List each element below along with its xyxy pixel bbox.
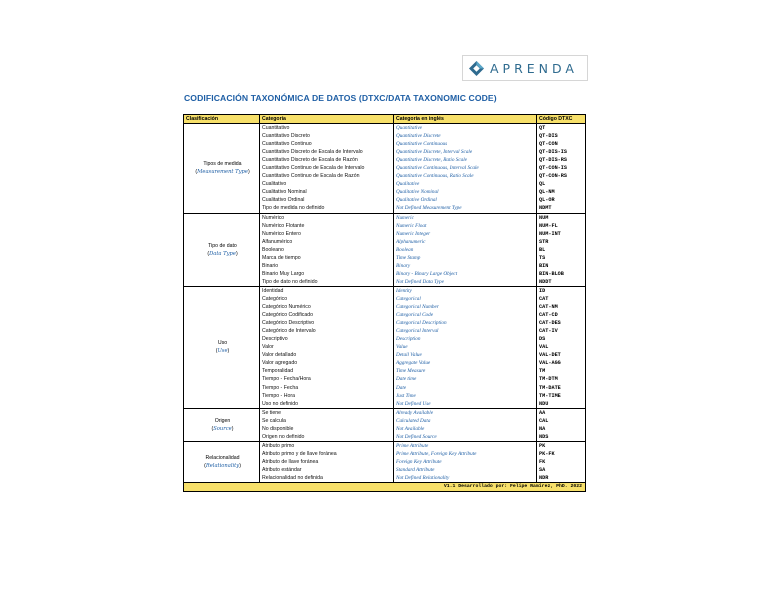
table-row: [184, 286, 586, 295]
header-categoria-ingles: Categoría en inglés: [394, 115, 537, 124]
code-cell: TM-TIME: [537, 392, 586, 400]
category-cell: Valor agregado: [260, 359, 394, 367]
category-cell: Se calcula: [260, 417, 394, 425]
category-cell: Categórico Numérico: [260, 303, 394, 311]
category-en-cell: Qualitative Ordinal: [394, 196, 537, 204]
category-cell: Cuantitativo: [260, 124, 394, 133]
category-en-cell: Quantitative Continuous, Ratio Scale: [394, 172, 537, 180]
table-row: [184, 441, 586, 450]
category-en-cell: Already Available: [394, 408, 537, 417]
category-en-cell: Quantitative Discrete, Interval Scale: [394, 148, 537, 156]
category-en-cell: Quantitative Continuous: [394, 140, 537, 148]
code-cell: QT-CON-RS: [537, 172, 586, 180]
code-cell: PK: [537, 441, 586, 450]
category-cell: Categórico Descriptivo: [260, 319, 394, 327]
code-cell: QT-CON-IS: [537, 164, 586, 172]
code-cell: ID: [537, 286, 586, 295]
group-name: Tipo de dato: [208, 242, 237, 249]
category-en-cell: Time Measure: [394, 367, 537, 375]
category-en-cell: Aggregate Value: [394, 359, 537, 367]
category-en-cell: Prime Attribute: [394, 441, 537, 450]
category-cell: Cualitativo Nominal: [260, 188, 394, 196]
code-cell: NA: [537, 425, 586, 433]
category-en-cell: Standard Attribute: [394, 466, 537, 474]
category-en-cell: Date time: [394, 375, 537, 383]
category-cell: No disponible: [260, 425, 394, 433]
code-cell: NUM-FL: [537, 222, 586, 230]
group-name-en: Use: [217, 348, 228, 355]
code-cell: CAL: [537, 417, 586, 425]
group-label: Relacionalidad (Relationality): [184, 441, 260, 482]
category-cell: Origen no definido: [260, 433, 394, 442]
category-en-cell: Not Defined Data Type: [394, 278, 537, 287]
header-categoria: Categoría: [260, 115, 394, 124]
category-cell: Cuantitativo Continuo: [260, 140, 394, 148]
code-cell: DS: [537, 335, 586, 343]
code-cell: BIN: [537, 262, 586, 270]
category-cell: Temporalidad: [260, 367, 394, 375]
category-cell: Alfanumérico: [260, 238, 394, 246]
category-cell: Atributo primo y de llave foránea: [260, 450, 394, 458]
code-cell: VAL-AGG: [537, 359, 586, 367]
header-codigo: Código DTXC: [537, 115, 586, 124]
category-cell: Se tiene: [260, 408, 394, 417]
code-cell: NDU: [537, 400, 586, 409]
dtxc-table: [183, 114, 586, 492]
category-en-cell: Qualitative: [394, 180, 537, 188]
code-cell: CAT-CD: [537, 311, 586, 319]
table-row: [184, 124, 586, 133]
code-cell: QL: [537, 180, 586, 188]
category-en-cell: Calculated Data: [394, 417, 537, 425]
category-en-cell: Not Defined Measurement Type: [394, 204, 537, 213]
category-en-cell: Boolean: [394, 246, 537, 254]
code-cell: QT-DIS: [537, 132, 586, 140]
category-en-cell: Identity: [394, 286, 537, 295]
code-cell: QT-DIS-RS: [537, 156, 586, 164]
group-label: Tipos de medida (Measurement Type): [184, 124, 260, 214]
group-name-en: Data Type: [209, 250, 236, 257]
category-en-cell: Binary - Binary Large Object: [394, 270, 537, 278]
category-cell: Binario Muy Largo: [260, 270, 394, 278]
category-cell: Tipo de medida no definido: [260, 204, 394, 213]
category-cell: Categórico de Intervalo: [260, 327, 394, 335]
code-cell: AA: [537, 408, 586, 417]
category-cell: Tiempo - Fecha: [260, 384, 394, 392]
code-cell: SA: [537, 466, 586, 474]
category-cell: Atributo primo: [260, 441, 394, 450]
code-cell: CAT-DES: [537, 319, 586, 327]
category-cell: Numérico: [260, 213, 394, 222]
code-cell: QL-OR: [537, 196, 586, 204]
code-cell: QT: [537, 124, 586, 133]
category-en-cell: Categorical Code: [394, 311, 537, 319]
category-cell: Numérico Flotante: [260, 222, 394, 230]
category-en-cell: Date: [394, 384, 537, 392]
category-cell: Atributo estándar: [260, 466, 394, 474]
category-cell: Tiempo - Hora: [260, 392, 394, 400]
code-cell: TM: [537, 367, 586, 375]
group-label: Tipo de dato (Data Type): [184, 213, 260, 286]
group-name: Relacionalidad: [205, 454, 240, 461]
code-cell: NDS: [537, 433, 586, 442]
code-cell: CAT: [537, 295, 586, 303]
category-cell: Cuantitativo Discreto: [260, 132, 394, 140]
category-en-cell: Just Time: [394, 392, 537, 400]
category-cell: Atributo de llave foránea: [260, 458, 394, 466]
code-cell: PK-FK: [537, 450, 586, 458]
category-en-cell: Quantitative: [394, 124, 537, 133]
category-en-cell: Not Defined Source: [394, 433, 537, 442]
category-cell: Cuantitativo Continuo de Escala de Intervalo: [260, 164, 394, 172]
category-cell: Cuantitativo Continuo de Escala de Razón: [260, 172, 394, 180]
category-en-cell: Quantitative Continuous, Interval Scale: [394, 164, 537, 172]
group-label: Uso (Use): [184, 286, 260, 408]
table-row: [184, 213, 586, 222]
aprenda-logo: [462, 55, 588, 81]
category-en-cell: Quantitative Discrete, Ratio Scale: [394, 156, 537, 164]
code-cell: BL: [537, 246, 586, 254]
category-en-cell: Quantitative Discrete: [394, 132, 537, 140]
category-cell: Binario: [260, 262, 394, 270]
category-cell: Booleano: [260, 246, 394, 254]
code-cell: NDDT: [537, 278, 586, 287]
category-en-cell: Not Available: [394, 425, 537, 433]
category-cell: Tiempo - Fecha/Hora: [260, 375, 394, 383]
table-header-row: [184, 115, 586, 124]
category-cell: Tipo de dato no definido: [260, 278, 394, 287]
category-en-cell: Not Defined Use: [394, 400, 537, 409]
code-cell: NUM: [537, 213, 586, 222]
code-cell: FK: [537, 458, 586, 466]
category-en-cell: Foreign Key Attribute: [394, 458, 537, 466]
category-cell: Uso no definido: [260, 400, 394, 409]
document-title: CODIFICACIÓN TAXONÓMICA DE DATOS (DTXC/DATA TAXONOMIC CODE): [184, 93, 497, 103]
code-cell: CAT-IV: [537, 327, 586, 335]
code-cell: QT-CON: [537, 140, 586, 148]
category-cell: Descriptivo: [260, 335, 394, 343]
code-cell: NDMT: [537, 204, 586, 213]
category-cell: Valor: [260, 343, 394, 351]
code-cell: VAL-DET: [537, 351, 586, 359]
code-cell: NDR: [537, 474, 586, 483]
category-cell: Cualitativo Ordinal: [260, 196, 394, 204]
code-cell: NUM-INT: [537, 230, 586, 238]
category-en-cell: Categorical Description: [394, 319, 537, 327]
group-name: Origen: [214, 417, 231, 424]
category-en-cell: Description: [394, 335, 537, 343]
group-label: Origen (Source): [184, 408, 260, 441]
category-cell: Marca de tiempo: [260, 254, 394, 262]
category-en-cell: Value: [394, 343, 537, 351]
category-en-cell: Not Defined Relationality: [394, 474, 537, 483]
category-cell: Categórico Codificado: [260, 311, 394, 319]
group-name: Uso: [217, 340, 228, 347]
category-cell: Categórico: [260, 295, 394, 303]
category-en-cell: Categorical Interval: [394, 327, 537, 335]
category-en-cell: Time Stamp: [394, 254, 537, 262]
category-en-cell: Categorical Number: [394, 303, 537, 311]
category-cell: Relacionalidad no definida: [260, 474, 394, 483]
code-cell: CAT-NM: [537, 303, 586, 311]
category-en-cell: Numeric Integer: [394, 230, 537, 238]
logo-text: APRENDA: [490, 60, 578, 76]
code-cell: BIN-BLOB: [537, 270, 586, 278]
code-cell: TM-DATE: [537, 384, 586, 392]
code-cell: QT-DIS-IS: [537, 148, 586, 156]
category-en-cell: Prime Attribute, Foreign Key Attribute: [394, 450, 537, 458]
code-cell: TS: [537, 254, 586, 262]
code-cell: STR: [537, 238, 586, 246]
category-en-cell: Numeric Float: [394, 222, 537, 230]
table-body: [184, 124, 586, 483]
category-en-cell: Alphanumeric: [394, 238, 537, 246]
code-cell: TM-DTM: [537, 375, 586, 383]
category-cell: Cuantitativo Discreto de Escala de Intervalo: [260, 148, 394, 156]
table-row: [184, 408, 586, 417]
category-cell: Numérico Entero: [260, 230, 394, 238]
aprenda-logo-icon: [469, 61, 484, 76]
category-cell: Identidad: [260, 286, 394, 295]
footer-row: [184, 483, 586, 492]
category-cell: Valor detallado: [260, 351, 394, 359]
code-cell: QL-NM: [537, 188, 586, 196]
category-en-cell: Categorical: [394, 295, 537, 303]
category-en-cell: Qualitative Nominal: [394, 188, 537, 196]
footer-credit: V1.1 Desarrollado por: Felipe Ramírez, PhD. 2022: [184, 483, 586, 492]
category-en-cell: Detail Value: [394, 351, 537, 359]
group-name: Tipos de medida: [203, 161, 242, 168]
category-cell: Cualitativo: [260, 180, 394, 188]
code-cell: VAL: [537, 343, 586, 351]
category-en-cell: Numeric: [394, 213, 537, 222]
category-cell: Cuantitativo Discreto de Escala de Razón: [260, 156, 394, 164]
category-en-cell: Binary: [394, 262, 537, 270]
group-name-en: Relationality: [205, 462, 240, 469]
group-name-en: Source: [213, 425, 232, 432]
group-name-en: Measurement Type: [197, 169, 248, 176]
header-clasificacion: Clasificación: [184, 115, 260, 124]
